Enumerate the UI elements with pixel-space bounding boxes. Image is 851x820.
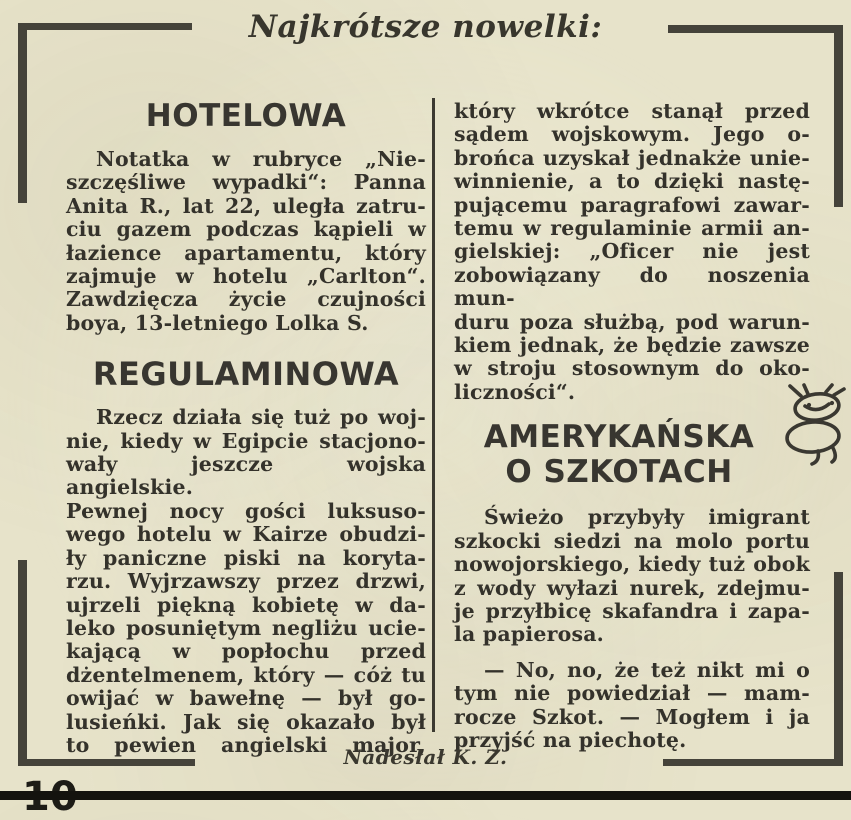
text-line: gielskiej: „Oficer nie jest	[454, 239, 810, 264]
text-line: je przyłbicę skafandra i zapa-	[454, 598, 810, 623]
paragraph	[454, 506, 810, 646]
text-line: — No, no, że też nikt mi o	[484, 657, 810, 682]
bottom-band	[0, 791, 851, 800]
page-title: Najkrótsze nowelki:	[248, 9, 603, 45]
doodle-character-illustration	[782, 383, 851, 469]
text-line: liczności“.	[454, 379, 576, 404]
text-line: brońca uzyskał jednakże unie-	[454, 145, 810, 170]
article-heading-amerykanska	[454, 420, 784, 490]
text-line: la papierosa.	[454, 622, 605, 647]
text-line: który wkrótce stanął przed	[454, 99, 810, 123]
text-line: dżentelmenem, który — cóż tu	[66, 662, 426, 687]
text-line: Anita R., lat 22, uległa zatru-	[66, 193, 426, 218]
text-line: z wody wyłazi nurek, zdejmu-	[454, 575, 810, 600]
text-line: sądem wojskowym. Jego o-	[454, 122, 810, 147]
paragraph	[454, 100, 810, 404]
text-line: wały jeszcze wojska angielskie.	[66, 452, 426, 500]
text-line: rocze Szkot. — Mogłem i ja	[454, 704, 810, 729]
left-column	[66, 95, 426, 757]
text-line: w stroju stosownym do oko-	[454, 356, 810, 381]
text-line: wego hotelu w Kairze obudzi-	[66, 522, 426, 547]
text-line: Zawdzięcza życie czujności	[66, 287, 426, 312]
text-line: to pewien angielski major,	[66, 732, 426, 757]
paragraph	[66, 148, 426, 335]
text-line: lusieńki. Jak się okazało był	[66, 709, 426, 734]
text-line: pującemu paragrafowi zawar-	[454, 192, 810, 217]
text-line: nie, kiedy w Egipcie stacjono-	[66, 428, 426, 453]
text-line: Świeżo przybyły imigrant	[484, 505, 810, 530]
text-line: Rzecz działa się tuż po woj-	[96, 405, 426, 430]
text-line: Notatka w rubryce „Nie-	[96, 147, 426, 171]
text-line: duru poza służbą, pod warun-	[454, 309, 810, 334]
text-line: ujrzeli piękną kobietę w da-	[66, 592, 426, 617]
text-line: kającą w popłochu przed	[66, 639, 426, 664]
text-line: rzu. Wyjrzawszy przez drzwi,	[66, 569, 426, 594]
text-line: zajmuje w hotelu „Carlton“.	[66, 264, 426, 289]
text-line: łazience apartamentu, który	[66, 240, 426, 265]
article-heading-hotelowa	[66, 99, 426, 134]
right-column	[454, 95, 810, 752]
paragraph	[454, 659, 810, 753]
text-line: zobowiązany do noszenia mun-	[454, 262, 810, 311]
text-line: owijać w bawełnę — był go-	[66, 686, 426, 711]
text-line: ciu gazem podczas kąpieli w	[66, 217, 426, 242]
heading-line: AMERYKAŃSKA	[483, 419, 755, 456]
text-line: przyjść na piechotę.	[454, 727, 687, 752]
text-line: kiem jednak, że będzie zawsze	[454, 333, 810, 358]
text-line: boya, 13-letniego Lolka S.	[66, 310, 369, 335]
text-line: tym nie powiedział — mam-	[454, 681, 810, 706]
frame-left-bottom-bar	[18, 560, 27, 766]
footer-credit: Nadesłał K. Z.	[343, 745, 508, 769]
text-line: winnienie, a to dzięki nastę-	[454, 169, 810, 194]
text-line: ły paniczne piski na koryta-	[66, 545, 426, 570]
frame-right-bottom-bar	[834, 572, 843, 766]
heading-line: REGULAMINOWA	[92, 355, 400, 394]
frame-left-top-bar	[18, 23, 27, 203]
text-line: szczęśliwe wypadki“: Panna	[66, 170, 426, 195]
text-line: nowojorskiego, kiedy tuż obok	[454, 552, 810, 577]
heading-line: HOTELOWA	[145, 98, 347, 134]
text-line: leko posuniętym negliżu ucie-	[66, 615, 426, 640]
text-line: Pewnej nocy gości luksuso-	[66, 498, 426, 523]
paragraph	[66, 406, 426, 757]
heading-line: O SZKOTACH	[505, 454, 733, 491]
text-line: szkocki siedzi na molo portu	[454, 528, 810, 553]
column-divider	[432, 98, 435, 732]
frame-right-top-bar	[834, 25, 843, 207]
article-heading-regulaminowa	[66, 357, 426, 392]
text-line: temu w regulaminie armii an-	[454, 216, 810, 241]
